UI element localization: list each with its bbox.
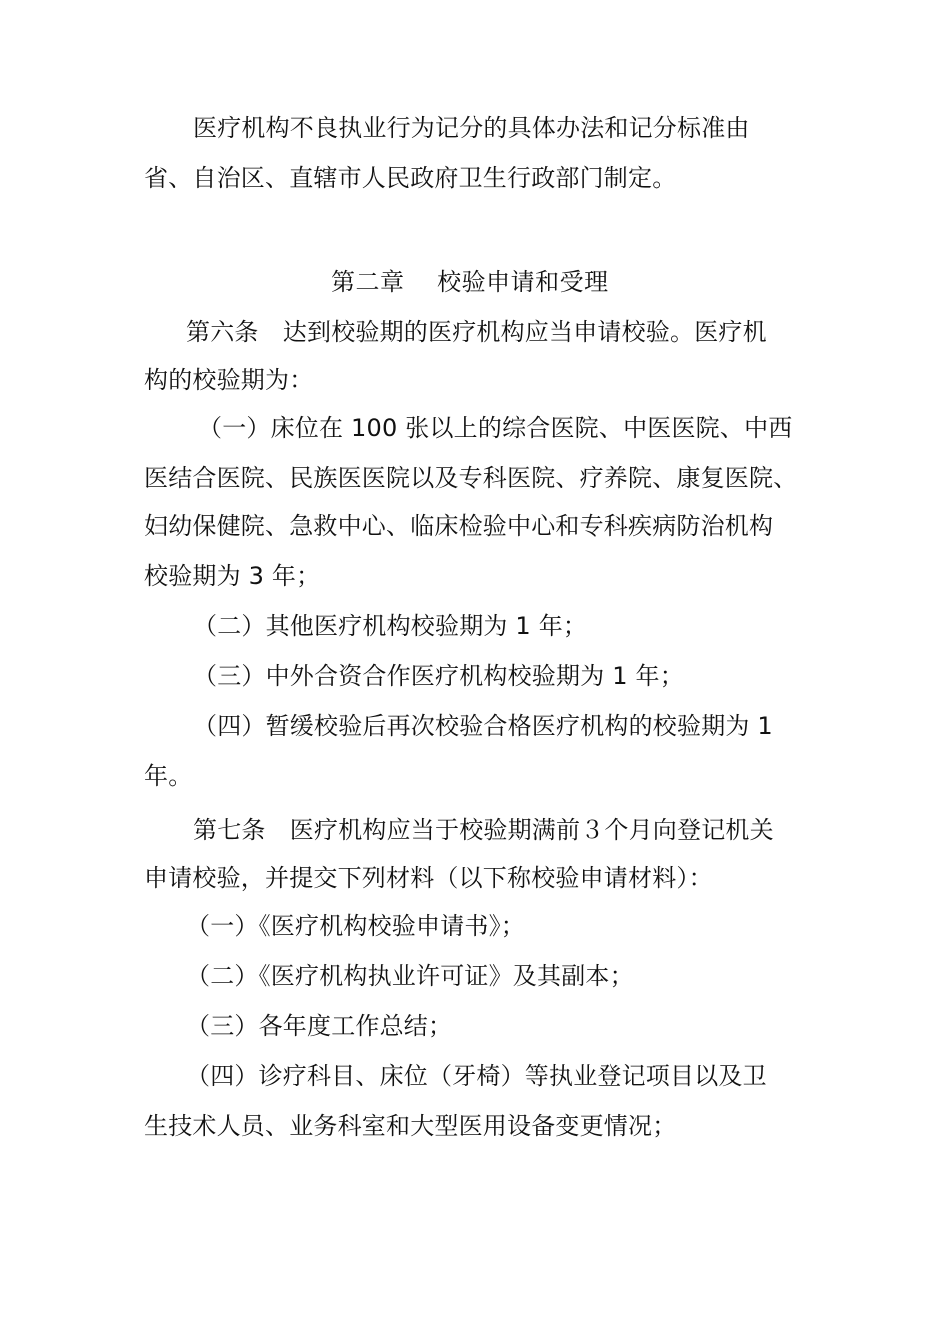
list-item-line: 校验期为 3 年； xyxy=(144,562,321,590)
paragraph-line: 医疗机构不良执业行为记分的具体办法和记分标准由 xyxy=(193,114,750,142)
paragraph-line: 省、自治区、直辖市人民政府卫生行政部门制定。 xyxy=(144,164,677,192)
list-item-line: （三）各年度工作总结； xyxy=(186,1012,453,1040)
list-item-line: （四）诊疗科目、床位（牙椅）等执业登记项目以及卫 xyxy=(186,1062,767,1090)
list-item-line: 生技术人员、业务科室和大型医用设备变更情况； xyxy=(144,1112,677,1140)
list-item-line: （一）《医疗机构校验申请书》； xyxy=(186,912,525,940)
list-item-line: （一）床位在 100 张以上的综合医院、中医医院、中西 xyxy=(198,414,793,442)
list-item-line: 医结合医院、民族医医院以及专科医院、疗养院、康复医院、 xyxy=(144,464,798,492)
list-item-line: （二）《医疗机构执业许可证》及其副本； xyxy=(186,962,634,990)
list-item-line: （二）其他医疗机构校验期为 1 年； xyxy=(193,612,588,640)
list-item-line: （四）暂缓校验后再次校验合格医疗机构的校验期为 1 xyxy=(193,712,773,740)
list-item-line: （三）中外合资合作医疗机构校验期为 1 年； xyxy=(193,662,684,690)
list-item-line: 妇幼保健院、急救中心、临床检验中心和专科疾病防治机构 xyxy=(144,512,774,540)
article-line: 第六条 达到校验期的医疗机构应当申请校验。医疗机 xyxy=(186,318,767,346)
article-line: 申请校验，并提交下列材料（以下称校验申请材料）： xyxy=(144,864,713,892)
list-item-line: 年。 xyxy=(144,762,193,790)
article-line: 构的校验期为： xyxy=(144,366,314,394)
chapter-title: 第二章 校验申请和受理 xyxy=(331,268,609,296)
article-line: 第七条 医疗机构应当于校验期满前３个月向登记机关 xyxy=(193,816,774,844)
